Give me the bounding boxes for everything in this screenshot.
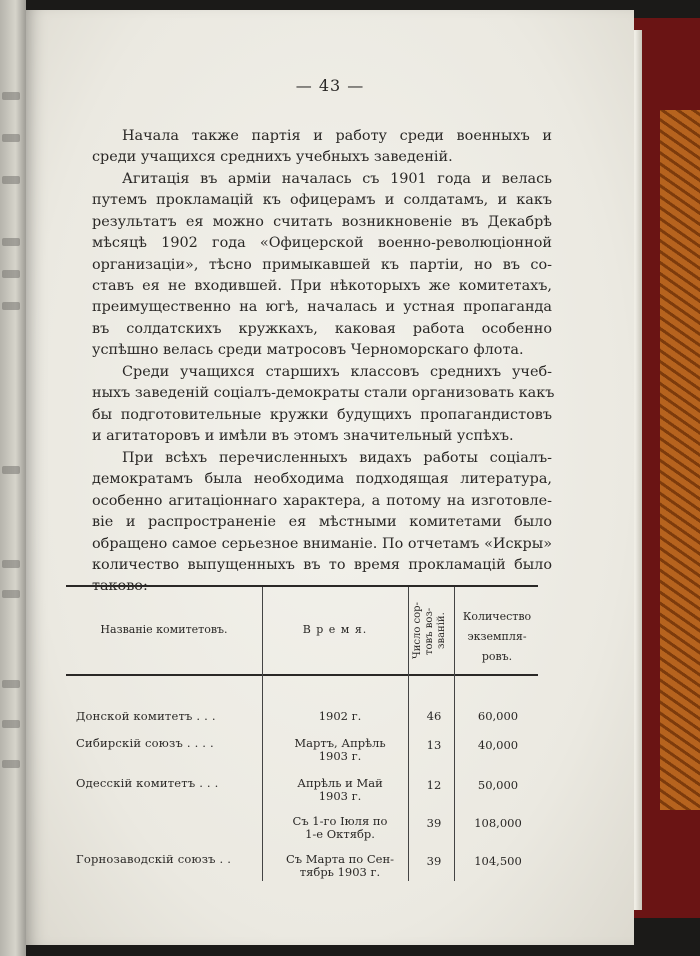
header-print-runs: Число сор- товъ воз- званій. — [412, 602, 447, 660]
cell-copies: 108,000 — [474, 816, 522, 830]
paragraph-2 — [92, 169, 552, 362]
text-line: преимущественно на югѣ, началась и устная пропаганда — [92, 299, 552, 316]
cell-print-runs: 39 — [426, 816, 442, 830]
cell-time: Съ Марта по Сен- тябрь 1903 г. — [285, 852, 395, 879]
column-divider — [454, 587, 455, 881]
text-line: При всѣхъ перечисленныхъ видахъ работы соціалъ- — [122, 450, 552, 466]
proclamations-table — [66, 585, 538, 885]
header-time: В р е м я. — [302, 623, 368, 636]
cell-print-runs: 13 — [426, 738, 442, 752]
cell-committee-name: Одесскій комитетъ . . . — [76, 776, 219, 790]
text-line: віе и распространеніе ея мѣстными комитетами было — [92, 514, 552, 531]
cell-print-runs: 12 — [426, 778, 442, 792]
cell-committee-name: Горнозаводскій союзъ . . — [76, 852, 232, 866]
table-top-rule — [66, 585, 538, 587]
cell-print-runs: 46 — [426, 709, 442, 723]
page-number: — 43 — — [295, 76, 365, 95]
text-line: успѣшно велась среди матросовъ Черноморскаго флота. — [92, 342, 524, 359]
paragraph-3 — [92, 362, 555, 448]
text-line: мѣсяцѣ 1902 года «Офицерской военно-революціонной — [92, 235, 552, 252]
cell-time: Мартъ, Апрѣль 1903 г. — [294, 736, 386, 763]
text-line: Агитація въ арміи началась съ 1901 года и велась — [122, 171, 552, 187]
text-line: среди учащихся среднихъ учебныхъ заведеній. — [92, 149, 453, 166]
header-copies: Количество экземпля- ровъ. — [462, 610, 532, 663]
cell-committee-name: Донской комитетъ . . . — [76, 709, 216, 723]
cell-copies: 60,000 — [477, 709, 519, 723]
book-page — [26, 10, 634, 945]
text-line: въ солдатскихъ кружкахъ, каковая работа особенно — [92, 320, 552, 337]
text-line: Среди учащихся старшихъ классовъ среднихъ учеб- — [122, 364, 552, 380]
cell-committee-name: Сибирскій союзъ . . . . — [76, 736, 214, 750]
cell-print-runs: 39 — [426, 854, 442, 868]
cell-copies: 104,500 — [474, 854, 522, 868]
paragraph-1 — [92, 126, 552, 169]
text-line: Начала также партія и работу среди военныхъ и — [122, 128, 552, 144]
header-committee-name: Названіе комитетовъ. — [100, 623, 228, 636]
text-line: результатъ ея можно считать возникновеніе въ Декабрѣ — [92, 213, 552, 230]
cell-copies: 50,000 — [477, 778, 519, 792]
text-line: бы подготовительные кружки будущихъ пропагандистовъ — [92, 406, 552, 423]
text-line: ставъ ея не входившей. При нѣкоторыхъ же комитетахъ, — [92, 278, 552, 295]
text-line: ныхъ заведеній соціалъ-демократы стали организовать какъ — [92, 385, 555, 402]
text-line: особенно агитаціоннаго характера, а потому на изготовле- — [92, 492, 552, 509]
text-line: количество выпущенныхъ въ то время прокламацій было — [92, 557, 552, 574]
table-header-rule — [66, 674, 538, 676]
text-line: и агитаторовъ и имѣли въ этомъ значительный успѣхъ. — [92, 428, 514, 445]
text-line: организаціи», тѣсно примыкавшей къ партіи, но въ со- — [92, 256, 552, 273]
cell-time: Съ 1-го Іюля по 1-е Октябр. — [292, 814, 388, 841]
cell-time: Апрѣль и Май 1903 г. — [297, 776, 383, 803]
leather-spine — [660, 110, 700, 810]
cell-copies: 40,000 — [477, 738, 519, 752]
paragraph-4 — [92, 448, 552, 598]
adjacent-page-edge — [0, 0, 26, 956]
text-line: обращено самое серьезное вниманіе. По отчетамъ «Искры» — [92, 535, 552, 552]
text-line: демократамъ была необходима подходящая литература, — [92, 471, 552, 488]
text-line: путемъ прокламацій къ офицерамъ и солдатамъ, и какъ — [92, 192, 552, 209]
cell-time: 1902 г. — [318, 709, 362, 723]
